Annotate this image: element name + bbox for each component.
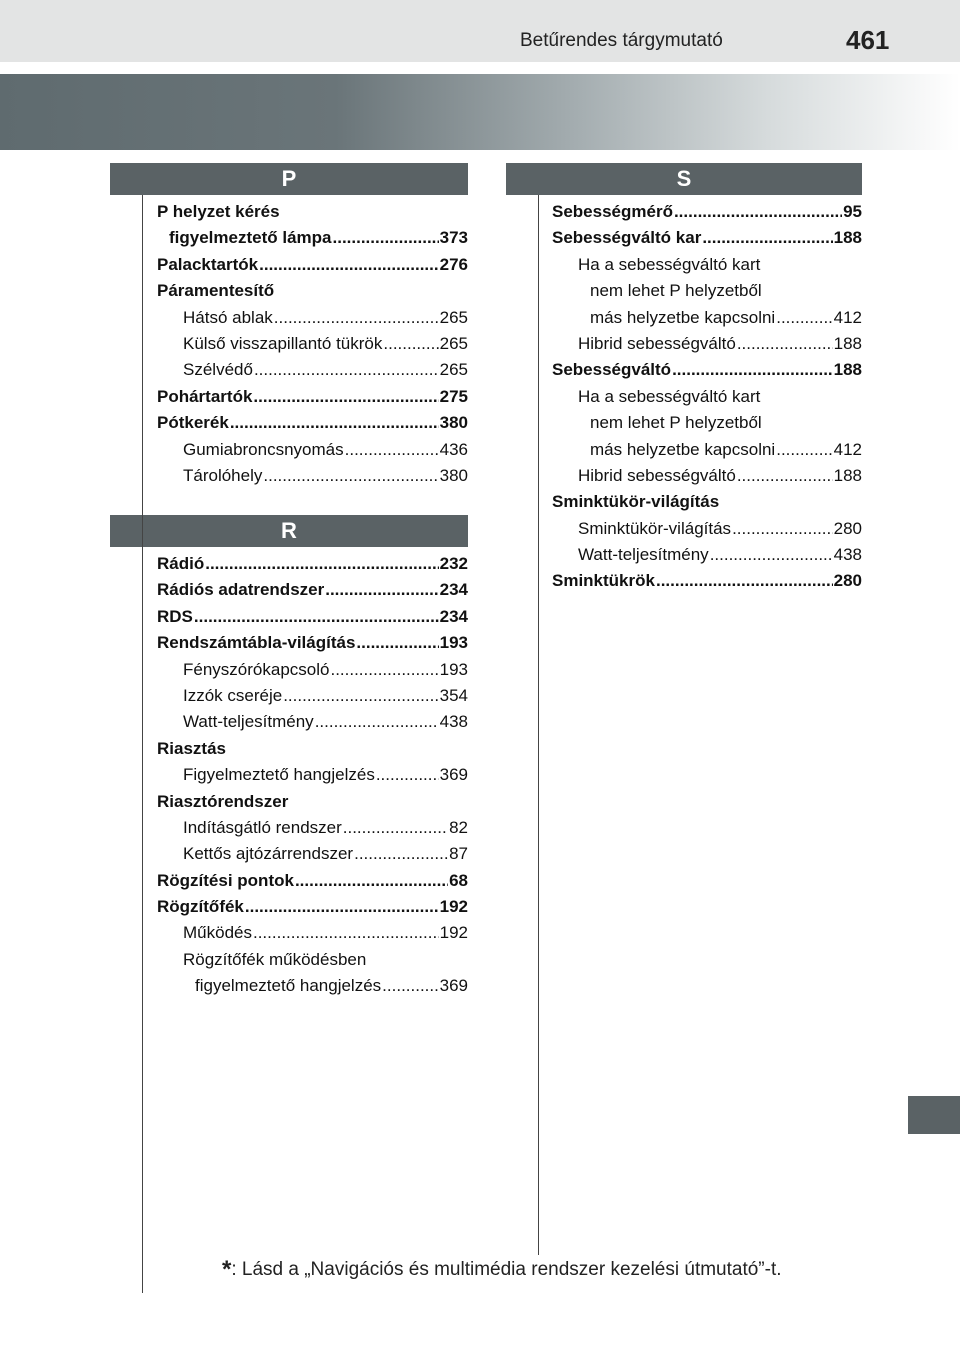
dot-leader [672, 357, 833, 383]
index-entry [157, 278, 468, 304]
index-entry [552, 225, 862, 251]
section-header-r: R [110, 515, 468, 547]
index-entry [157, 841, 468, 867]
index-entry [157, 357, 468, 383]
index-entry [552, 278, 862, 304]
index-entry-page[interactable]: 188 [833, 360, 862, 380]
index-entry [157, 683, 468, 709]
dot-leader [315, 709, 439, 735]
index-entry-label: nem lehet P helyzetből [590, 281, 762, 301]
index-entry [157, 630, 468, 656]
dot-leader [376, 762, 439, 788]
index-entry [552, 463, 862, 489]
index-entry [157, 199, 468, 225]
index-entry [157, 947, 468, 973]
index-entry [157, 252, 468, 278]
index-entry [552, 384, 862, 410]
index-entry [552, 489, 862, 515]
index-entry-page[interactable]: 412 [833, 307, 862, 327]
index-entry-label: Sminktükrök [552, 571, 655, 591]
index-list-r [157, 551, 468, 1000]
index-entry-page[interactable]: 280 [833, 571, 862, 591]
index-entry-page[interactable]: 412 [833, 439, 862, 459]
index-entry-page[interactable]: 188 [833, 465, 862, 485]
index-entry-label: Kettős ajtózárrendszer [183, 844, 354, 864]
dot-leader [737, 463, 833, 489]
dot-leader [710, 542, 833, 568]
index-entry-page[interactable]: 438 [833, 545, 862, 565]
index-entry-label: Riasztórendszer [157, 791, 289, 811]
dot-leader [253, 920, 439, 946]
index-entry-page[interactable]: 193 [439, 659, 468, 679]
index-entry-label: figyelmeztető lámpa [169, 228, 332, 248]
index-entry [552, 252, 862, 278]
section-header-p: P [110, 163, 468, 195]
index-entry-label: Szélvédő [183, 360, 253, 380]
dot-leader [274, 305, 439, 331]
index-entry-label: Külső visszapillantó tükrök [183, 333, 383, 353]
index-entry-page[interactable]: 232 [439, 554, 468, 573]
index-list-s [552, 199, 862, 595]
index-entry [552, 516, 862, 542]
dot-leader [295, 868, 448, 894]
dot-leader [263, 463, 438, 489]
index-entry [552, 568, 862, 594]
index-entry-label: Sminktükör-világítás [552, 492, 720, 512]
section-title: Betűrendes tárgymutató [520, 30, 723, 51]
index-entry-page[interactable]: 192 [439, 897, 468, 917]
index-entry-label: Riasztás [157, 738, 226, 758]
dot-leader [776, 305, 832, 331]
index-entry [552, 357, 862, 383]
index-entry-page[interactable]: 436 [439, 439, 468, 459]
index-entry-label: Indításgátló rendszer [183, 817, 342, 837]
index-entry-label: más helyzetbe kapcsolni [590, 307, 776, 327]
footnote [222, 1256, 782, 1284]
index-entry [552, 331, 862, 357]
index-entry-label: Sebességváltó [552, 360, 672, 380]
index-entry [552, 410, 862, 436]
index-entry-label: Palacktartók [157, 254, 259, 274]
index-entry-label: Rádió [157, 554, 205, 573]
index-entry-page[interactable]: 265 [439, 360, 468, 380]
index-entry [157, 604, 468, 630]
index-entry [157, 577, 468, 603]
index-entry-page[interactable]: 234 [439, 580, 468, 600]
index-entry-label: Rögzítési pontok [157, 870, 294, 890]
index-entry-page[interactable]: 265 [439, 307, 468, 327]
index-entry-page[interactable]: 438 [439, 712, 468, 732]
column-rule-left [142, 195, 143, 1293]
dot-leader [737, 331, 833, 357]
index-entry-label: Izzók cseréje [183, 685, 283, 705]
index-entry-page[interactable]: 265 [439, 333, 468, 353]
index-entry-label: Figyelmeztető hangjelzés [183, 765, 375, 785]
index-entry [157, 868, 468, 894]
index-entry-label: Tárolóhely [183, 465, 263, 485]
index-entry-label: figyelmeztető hangjelzés [195, 976, 382, 996]
dot-leader [343, 815, 448, 841]
index-entry-label: Hátsó ablak [183, 307, 273, 327]
index-entry-label: Rádiós adatrendszer [157, 580, 325, 600]
dot-leader [345, 437, 439, 463]
dot-leader [702, 225, 832, 251]
index-entry-label: Sminktükör-világítás [578, 518, 732, 538]
index-list-p [157, 199, 468, 489]
page-number: 461 [846, 25, 890, 55]
index-entry-label: Sebességváltó kar [552, 228, 702, 248]
index-entry-label: Sebességmérő [552, 202, 673, 221]
index-entry-page[interactable]: 188 [833, 228, 862, 248]
index-entry [552, 542, 862, 568]
index-entry-label: Működés [183, 923, 252, 943]
index-entry-page[interactable]: 87 [449, 844, 468, 864]
top-bar [0, 0, 960, 62]
index-entry [157, 410, 468, 436]
index-entry-page[interactable]: 68 [449, 870, 468, 890]
index-entry [552, 305, 862, 331]
index-entry [157, 762, 468, 788]
footnote-text: : Lásd a „Navigációs és multimédia rendszer kezelési útmutató”-t. [231, 1259, 782, 1280]
index-entry [157, 657, 468, 683]
index-entry [157, 973, 468, 999]
index-entry-page[interactable]: 192 [439, 923, 468, 943]
index-entry-page[interactable]: 82 [449, 817, 468, 837]
index-entry-page[interactable]: 373 [439, 228, 468, 248]
dot-leader [356, 630, 438, 656]
index-entry-page[interactable]: 188 [833, 333, 862, 353]
index-entry-label: RDS [157, 606, 193, 626]
index-entry-page[interactable]: 95 [843, 202, 862, 221]
index-entry-label: Páramentesítő [157, 281, 275, 301]
index-entry [157, 437, 468, 463]
dot-leader [254, 357, 439, 383]
index-entry [157, 894, 468, 920]
index-entry-label: P helyzet kérés [157, 202, 280, 221]
dot-leader [325, 577, 438, 603]
dot-leader [382, 973, 438, 999]
index-entry-label: Hibrid sebességváltó [578, 465, 736, 485]
index-entry-page[interactable]: 275 [439, 386, 468, 406]
index-entry [157, 815, 468, 841]
index-entry-label: Gumiabroncsnyomás [183, 439, 344, 459]
dot-leader [230, 410, 439, 436]
index-entry-page[interactable]: 369 [439, 765, 468, 785]
index-entry [157, 331, 468, 357]
column-rule-right [538, 195, 539, 1255]
index-entry [157, 920, 468, 946]
index-entry-label: Hibrid sebességváltó [578, 333, 736, 353]
dot-leader [330, 657, 438, 683]
decorative-banner [0, 74, 960, 150]
index-entry-label: Watt-teljesítmény [578, 545, 709, 565]
index-entry [552, 199, 862, 225]
index-entry [157, 384, 468, 410]
index-entry-page[interactable]: 380 [439, 413, 468, 433]
dot-leader [283, 683, 438, 709]
index-entry [157, 736, 468, 762]
index-entry-page[interactable]: 369 [439, 976, 468, 996]
dot-leader [245, 894, 439, 920]
section-header-s: S [506, 163, 862, 195]
index-entry-page[interactable]: 234 [439, 606, 468, 626]
dot-leader [776, 437, 832, 463]
index-entry-label: Rendszámtábla-világítás [157, 633, 356, 653]
dot-leader [333, 225, 439, 251]
index-entry [157, 463, 468, 489]
index-entry-label: Watt-teljesítmény [183, 712, 314, 732]
index-entry [157, 551, 468, 577]
index-entry-label: Pohártartók [157, 386, 253, 406]
index-entry-label: más helyzetbe kapcsolni [590, 439, 776, 459]
dot-leader [656, 568, 833, 594]
index-entry-page[interactable]: 193 [439, 633, 468, 653]
index-entry-page[interactable]: 354 [439, 685, 468, 705]
index-entry-label: Fényszórókapcsoló [183, 659, 330, 679]
index-entry [157, 225, 468, 251]
dot-leader [732, 516, 833, 542]
index-entry-page[interactable]: 276 [439, 254, 468, 274]
index-entry [552, 437, 862, 463]
index-entry-label: Rögzítőfék működésben [183, 949, 367, 969]
index-entry-label: Rögzítőfék [157, 897, 244, 917]
index-entry-label: Ha a sebességváltó kart [578, 254, 761, 274]
index-entry-label: Ha a sebességváltó kart [578, 386, 761, 406]
dot-leader [194, 604, 439, 630]
index-entry [157, 305, 468, 331]
thumb-index-tab [908, 1096, 960, 1134]
index-entry-page[interactable]: 380 [439, 465, 468, 485]
index-entry-label: Pótkerék [157, 413, 229, 433]
dot-leader [259, 252, 439, 278]
dot-leader [205, 551, 438, 577]
dot-leader [253, 384, 438, 410]
footnote-marker: * [222, 1256, 232, 1283]
index-entry [157, 709, 468, 735]
dot-leader [674, 199, 842, 225]
index-entry-page[interactable]: 280 [833, 518, 862, 538]
dot-leader [354, 841, 448, 867]
index-entry-label: nem lehet P helyzetből [590, 413, 762, 433]
dot-leader [383, 331, 438, 357]
index-entry [157, 789, 468, 815]
